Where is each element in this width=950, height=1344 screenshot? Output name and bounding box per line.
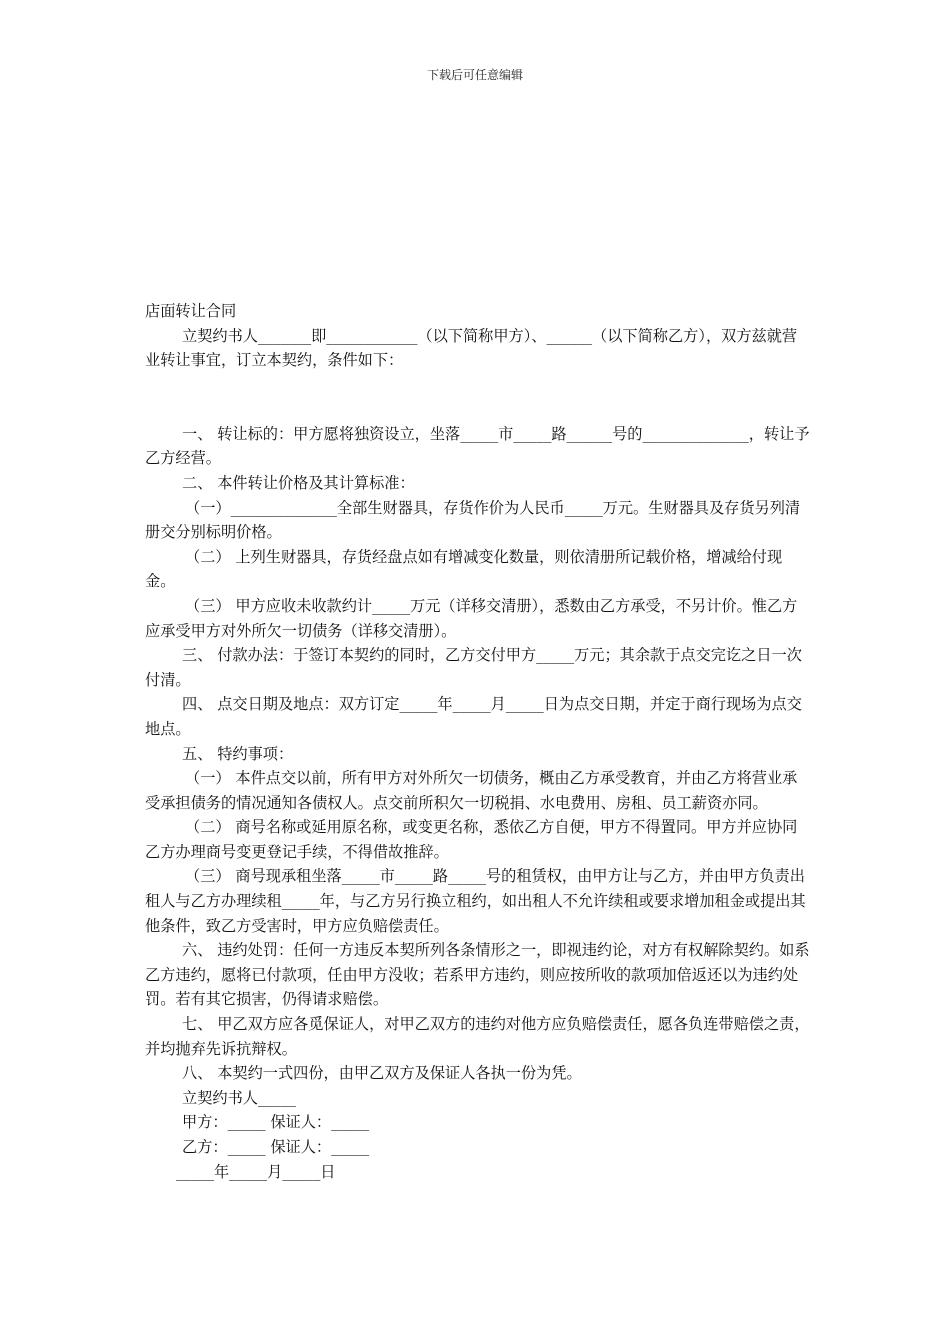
signature-party-b: 乙方：_____ 保证人：_____ [182,1138,370,1156]
contract-body [145,299,810,1184]
article-5-item-2: （二） 商号名称或延用原名称，或变更名称，悉依乙方自便，甲方不得置同。甲方并应协同乙方办理商号变更登记手续，不得借故推辞。 [145,818,798,861]
signature-party: 立契约书人_____ [182,1088,296,1107]
paragraph-gap [145,373,810,422]
article-2-item-1: （一）______________全部生财器具，存货作价为人民币_____万元。生财器具及存货另列清册交分别标明价格。 [145,498,801,542]
article-8: 八、 本契约一式四份，由甲乙双方及保证人各执一份为凭。 [182,1064,582,1083]
article-4: 四、 点交日期及地点：双方订定_____年_____月_____日为点交日期，并定于商行现场为点交地点。 [145,695,802,738]
article-5-item-1: （一） 本件点交以前，所有甲方对外所欠一切债务，概由乙方承受教育，并由乙方将营业承受承担债务的情况通知各债权人。点交前所积欠一切税捐、水电费用、房租、员工薪资亦同。 [145,769,798,812]
contract-title: 店面转让合同 [145,302,237,320]
page-header-note: 下载后可任意编辑 [426,68,523,82]
article-2-item-2: （二） 上列生财器具，存货经盘点如有增减变化数量，则依清册所记载价格，增减给付现金。 [145,547,783,591]
article-6: 六、 违约处罚：任何一方违反本契所列各条情形之一，即视违约论，对方有权解除契约。如系乙方违约，愿将已付款项，任由甲方没收；若系甲方违约，则应按所收的款项加倍返还以为违约处罚。若有其它损害，仍得请求赔偿。 [145,941,810,1009]
article-7: 七、 甲乙双方应各觅保证人，对甲乙双方的违约对他方应负赔偿责任，愿各负连带赔偿之责，并均抛弃先诉抗辩权。 [145,1015,810,1058]
article-2-item-3: （三） 甲方应收未收款约计_____万元（详移交清册），悉数由乙方承受，不另计价。惟乙方应承受甲方对外所欠一切债务（详移交清册）。 [145,596,798,640]
article-5-item-3: （三） 商号现承租坐落_____市_____路_____号的租赁权，由甲方让与乙方，并由甲方负责出租人与乙方办理续租_____年，与乙方另行换立租约，如出租人不允许续租或要求增加租金或提出其他条件，致乙方受害时，甲方应负赔偿责任。 [145,867,806,935]
contract-intro: 立契约书人_______即____________（以下简称甲方）、______（以下简称乙方），双方兹就营业转让事宜，订立本契约，条件如下： [145,326,798,370]
article-3: 三、 付款办法：于签订本契约的同时，乙方交付甲方_____万元；其余款于点交完讫之日一次付清。 [145,646,802,689]
signature-date: _____年_____月_____日 [176,1162,336,1181]
signature-party-a: 甲方：_____ 保证人：_____ [182,1113,370,1132]
article-2: 二、 本件转让价格及其计算标准： [182,473,415,492]
article-1: 一、 转让标的：甲方愿将独资设立，坐落_____市_____路______号的______________，转让予乙方经营。 [145,424,810,468]
article-5: 五、 特约事项： [182,744,294,763]
